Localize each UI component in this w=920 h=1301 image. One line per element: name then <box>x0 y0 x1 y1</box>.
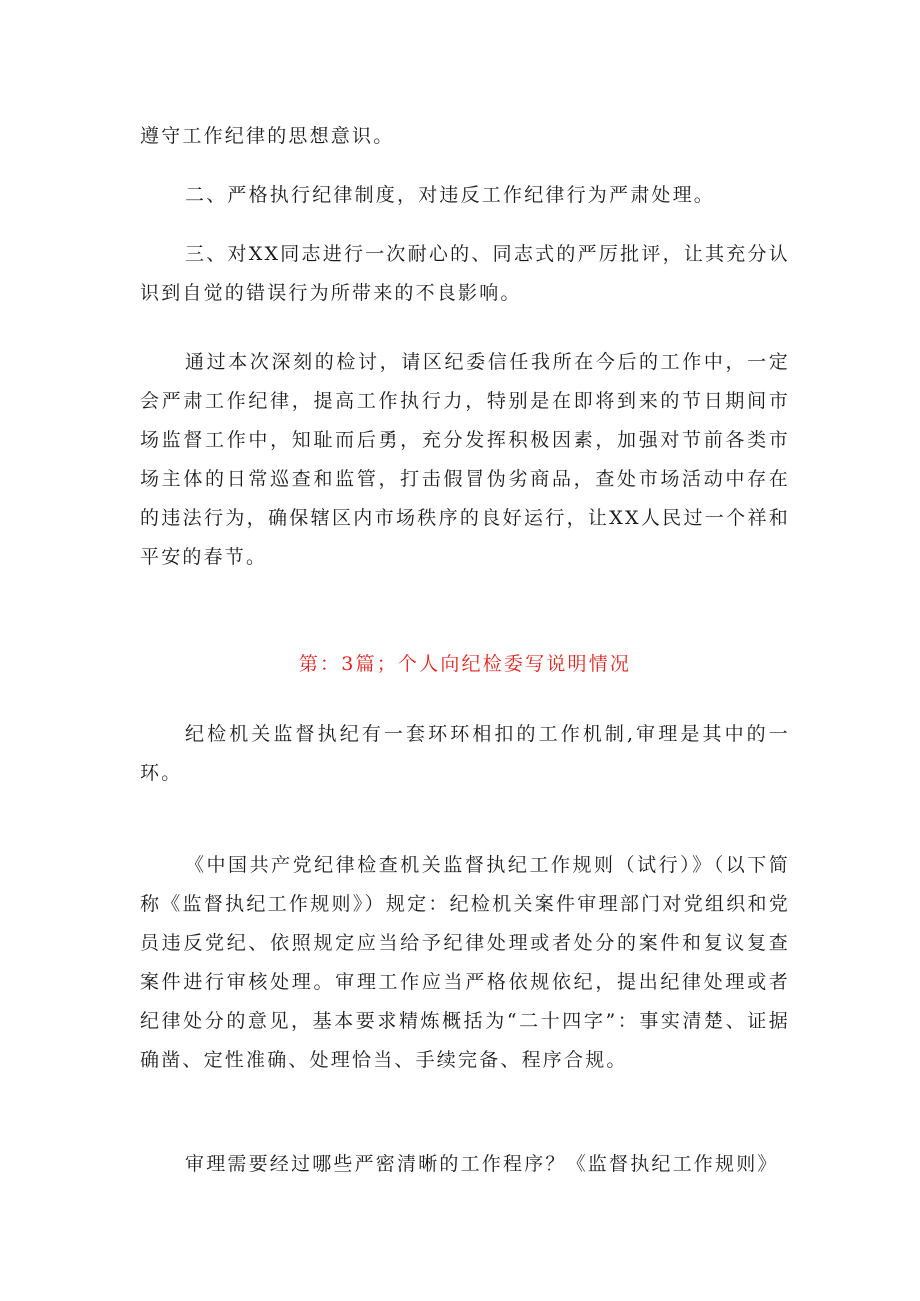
paragraph-procedure-question: 审理需要经过哪些严密清晰的工作程序？《监督执纪工作规则》 <box>185 1153 779 1175</box>
section-heading: 第：3篇；个人向纪检委写说明情况 <box>298 653 632 675</box>
paragraph-item-two: 二、严格执行纪律制度，对违反工作纪律行为严肃处理。 <box>185 184 716 206</box>
paragraph-continuation: 遵守工作纪律的思想意识。 <box>140 125 395 147</box>
paragraph-item-three: 三、对XX同志进行一次耐心的、同志式的严厉批评，让其充分认识到自觉的错误行为所带来的不良影响。 <box>140 243 790 304</box>
paragraph-mechanism: 纪检机关监督执纪有一套环环相扣的工作机制,审理是其中的一环。 <box>140 723 790 784</box>
paragraph-commitment: 通过本次深刻的检讨，请区纪委信任我所在今后的工作中，一定会严肃工作纪律，提高工作执行力，特别是在即将到来的节日期间市场监督工作中，知耻而后勇，充分发挥积极因素，加强对节前各类市场主体的日常巡查和监管，打击假冒伪劣商品，查处市场活动中存在的违法行为，确保辖区内市场秩序的良好运行，让XX人民过一个祥和平安的春节。 <box>140 351 790 568</box>
paragraph-regulations: 《中国共产党纪律检查机关监督执纪工作规则（试行）》（以下简称《监督执纪工作规则》）规定：纪检机关案件审理部门对党组织和党员违反党纪、依照规定应当给予纪律处理或者处分的案件和复议复查案件进行审核处理。审理工作应当严格依规依纪，提出纪律处理或者纪律处分的意见，基本要求精炼概括为“二十四字”：事实清楚、证据确凿、定性准确、处理恰当、手续完备、程序合规。 <box>140 854 790 1071</box>
